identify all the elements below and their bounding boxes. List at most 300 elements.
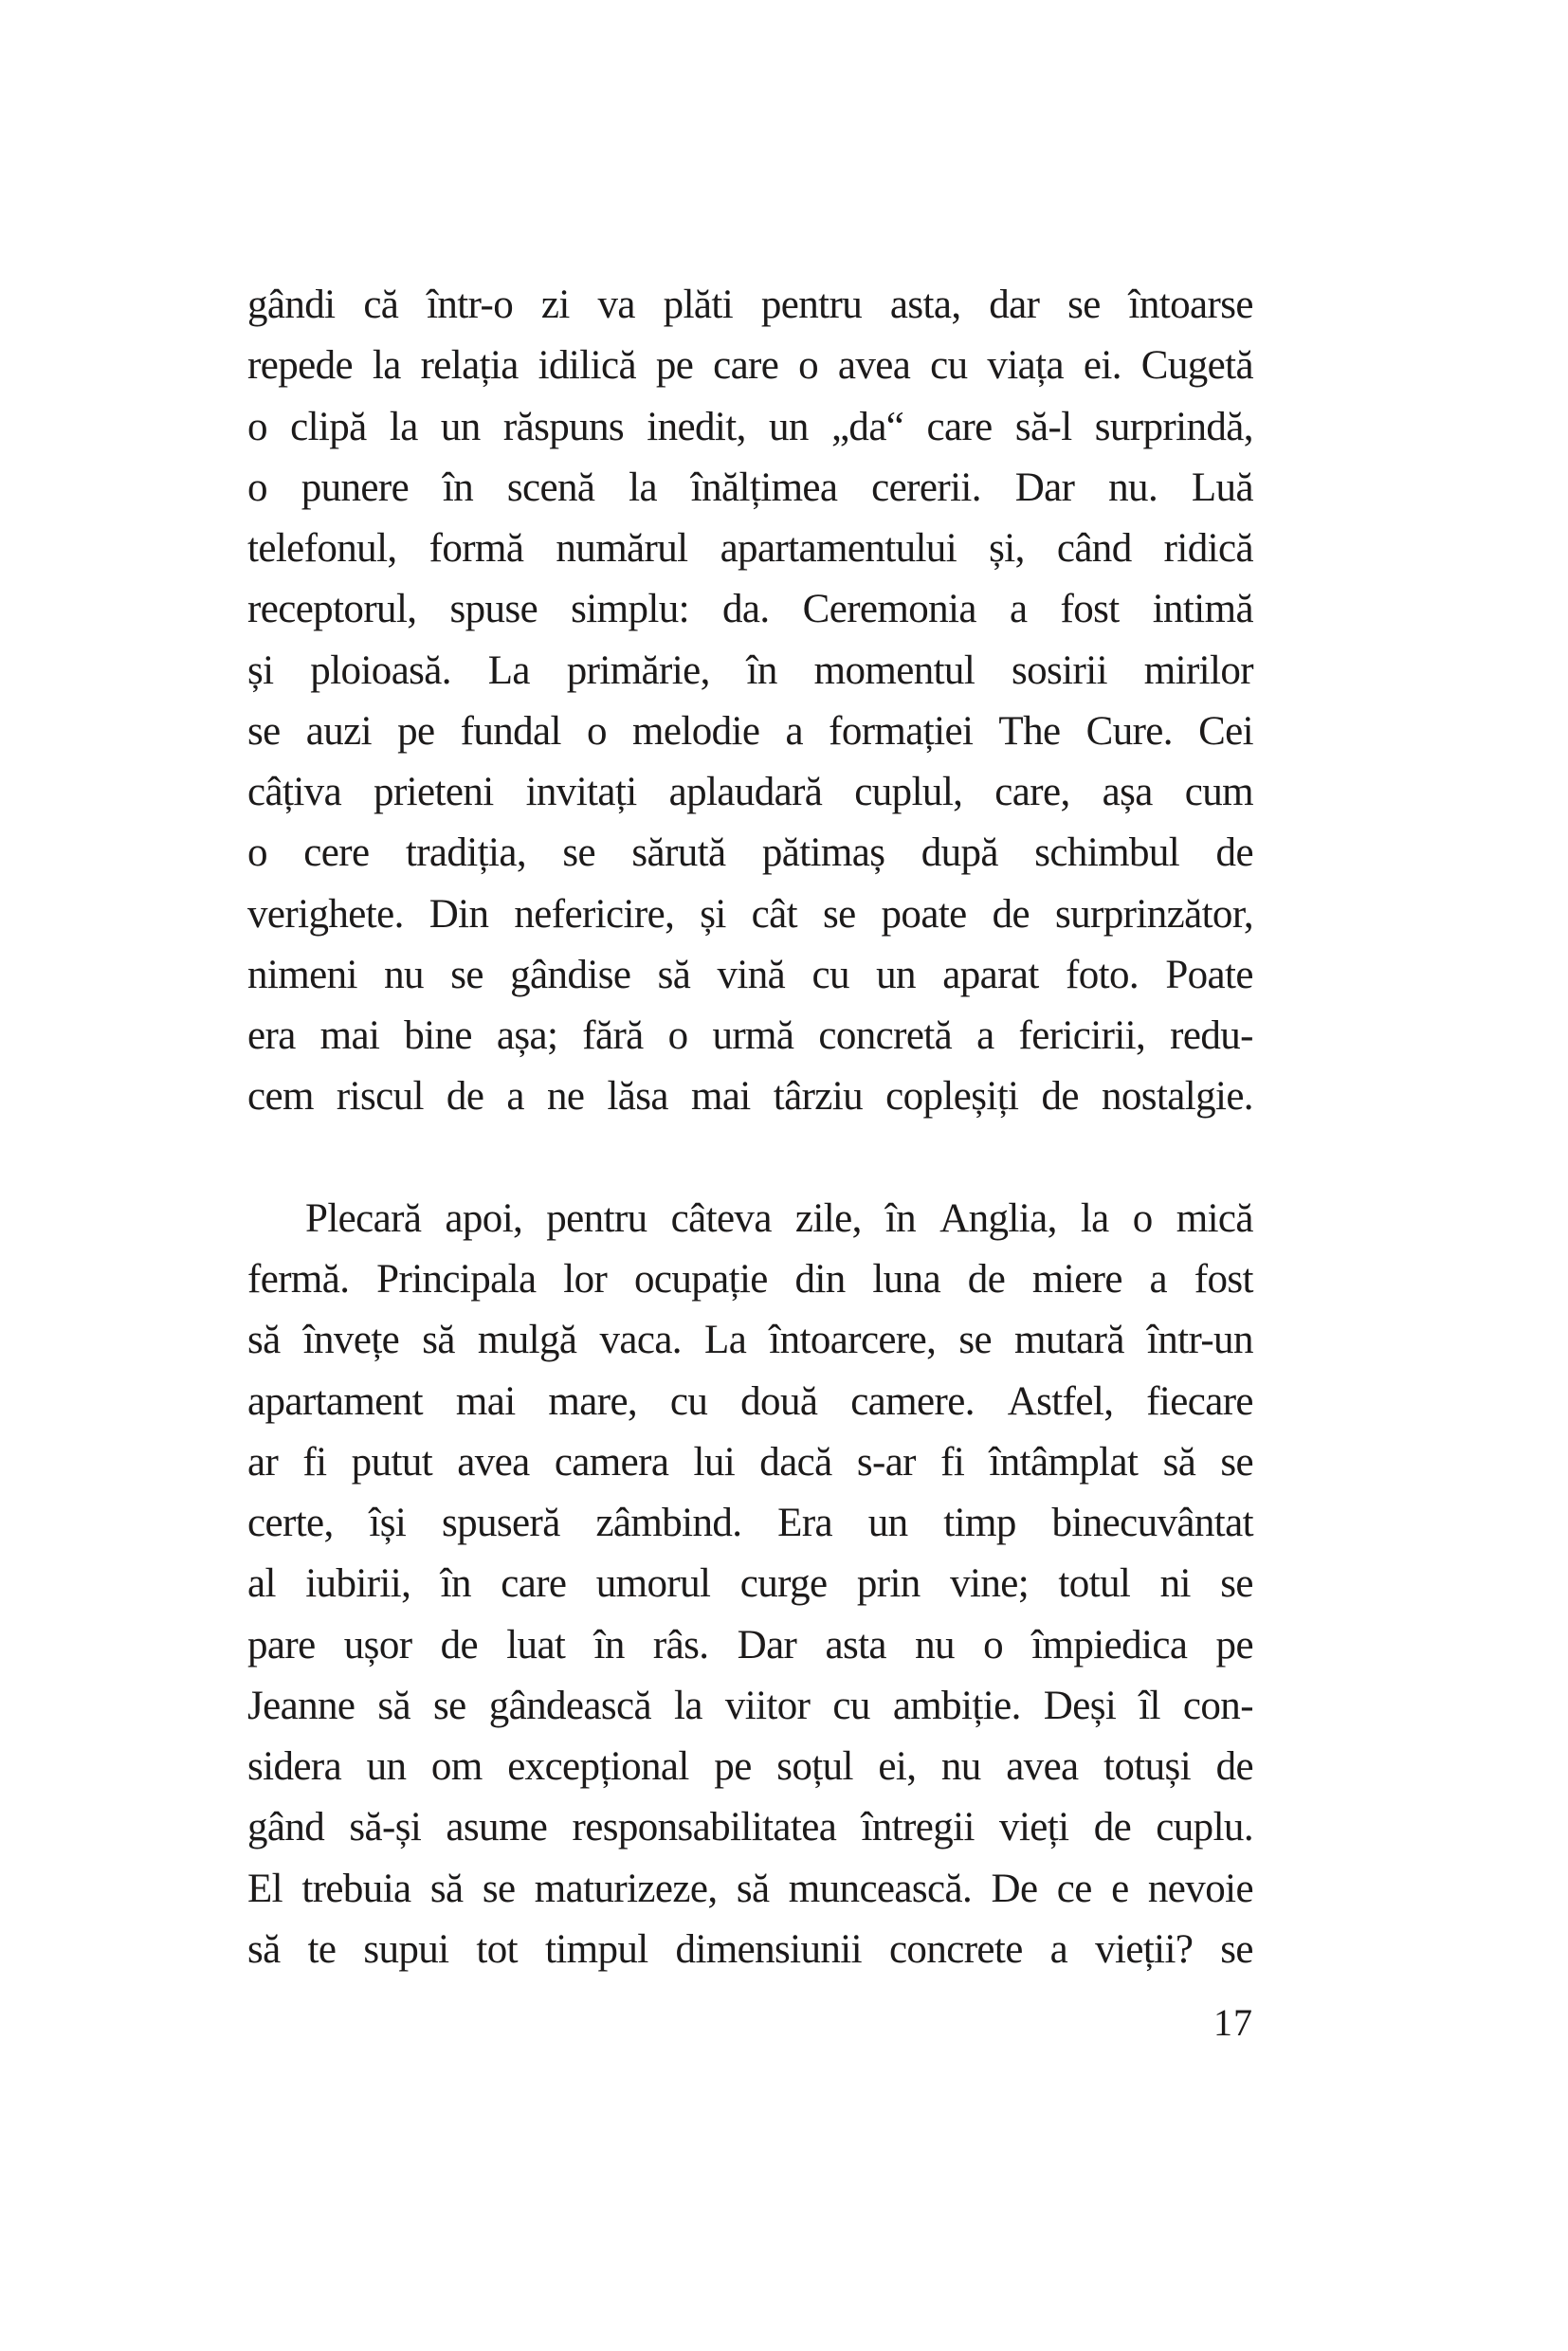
word: lăsa xyxy=(607,1074,668,1120)
word: avea xyxy=(457,1439,530,1485)
word: concrete xyxy=(888,1926,1023,1972)
word: să xyxy=(429,1866,464,1911)
word: idilică xyxy=(538,343,636,389)
word: și, xyxy=(989,526,1025,571)
word: Dar xyxy=(737,1622,797,1668)
word: pe xyxy=(1215,1622,1253,1668)
word: nu. xyxy=(1108,465,1158,510)
word: cu xyxy=(811,952,849,997)
word: trebuia xyxy=(301,1866,411,1911)
word: surprinzător, xyxy=(1054,891,1253,937)
text-line xyxy=(247,1249,1253,1310)
word: cuplu. xyxy=(1156,1805,1253,1850)
word: ușor xyxy=(343,1622,412,1668)
word: împiedica xyxy=(1031,1622,1188,1668)
word: a xyxy=(785,708,803,754)
word: „da“ xyxy=(830,404,904,449)
word: o xyxy=(247,465,267,510)
text-line xyxy=(247,1189,1253,1249)
word: mare, xyxy=(548,1378,638,1424)
word: foto. xyxy=(1066,952,1140,997)
word: Astfel, xyxy=(1007,1378,1114,1424)
word: se xyxy=(433,1683,466,1728)
word: în xyxy=(442,465,474,510)
word: a xyxy=(976,1013,994,1058)
word: cât xyxy=(751,891,797,937)
text-line xyxy=(247,702,1253,762)
word: în xyxy=(593,1622,625,1668)
word: plăti xyxy=(663,282,734,327)
word: mutară xyxy=(1014,1318,1124,1363)
word: Poate xyxy=(1165,952,1253,997)
word: într-o xyxy=(427,282,514,327)
word: la xyxy=(389,404,418,449)
word: să xyxy=(247,1926,281,1972)
word: La xyxy=(487,647,530,693)
word: zi xyxy=(540,282,570,327)
word: fost xyxy=(1060,587,1120,632)
word: asta, xyxy=(889,282,961,327)
word: dimensiunii xyxy=(675,1926,863,1972)
word: ar xyxy=(247,1439,279,1485)
word: Luă xyxy=(1191,465,1253,510)
word: curge xyxy=(739,1561,828,1607)
word: Era xyxy=(777,1501,833,1545)
word: de xyxy=(992,891,1030,937)
word: din xyxy=(794,1257,846,1302)
word: repede xyxy=(247,343,353,389)
word: riscul xyxy=(336,1074,424,1120)
word: concretă xyxy=(818,1013,953,1058)
word: de xyxy=(1093,1805,1132,1850)
word: la xyxy=(1080,1195,1109,1241)
word: relația xyxy=(420,343,519,389)
word: ocupație xyxy=(633,1257,768,1302)
word: fundal xyxy=(460,708,561,754)
word: mai xyxy=(690,1074,751,1120)
word: responsabilitatea xyxy=(572,1805,837,1850)
word: gând xyxy=(247,1805,325,1850)
word: întoarcere, xyxy=(769,1318,937,1363)
word: nu xyxy=(384,952,424,997)
word: De xyxy=(991,1866,1038,1911)
word: fericirii, xyxy=(1018,1013,1146,1058)
word: asume xyxy=(446,1805,548,1850)
word: înălțimea xyxy=(690,465,838,510)
word: să xyxy=(736,1866,770,1911)
word: vină xyxy=(717,952,786,997)
text-line xyxy=(247,1066,1253,1127)
word: fi xyxy=(940,1439,965,1485)
word: soțul xyxy=(776,1744,853,1789)
word: dar xyxy=(989,282,1040,327)
word: excepțional xyxy=(507,1744,689,1789)
word: spuse xyxy=(449,587,538,632)
word: de xyxy=(1041,1074,1079,1120)
text-line xyxy=(247,519,1253,579)
word: e xyxy=(1111,1866,1129,1911)
word: camera xyxy=(554,1439,669,1485)
word: învețe xyxy=(302,1318,400,1363)
word: într-un xyxy=(1146,1318,1253,1363)
word: o xyxy=(247,404,267,449)
text-line xyxy=(247,823,1253,884)
word: timp xyxy=(943,1501,1016,1545)
word: ne xyxy=(546,1074,585,1120)
word: ridică xyxy=(1163,526,1253,571)
word: binecuvântat xyxy=(1051,1501,1253,1545)
word: o xyxy=(587,708,607,754)
word: ce xyxy=(1056,1866,1092,1911)
body-text xyxy=(247,275,1253,1980)
word: pentru xyxy=(760,282,863,327)
word: de xyxy=(1215,1744,1253,1789)
word: îl xyxy=(1139,1683,1160,1728)
text-line xyxy=(247,336,1253,396)
word: cere xyxy=(303,830,370,876)
word: va xyxy=(597,282,635,327)
word: asta xyxy=(825,1622,886,1668)
word: formă xyxy=(428,526,524,571)
word: mică xyxy=(1176,1195,1253,1241)
word: intimă xyxy=(1152,587,1253,632)
word: melodie xyxy=(632,708,760,754)
word: vieții? xyxy=(1095,1926,1194,1972)
word: nu xyxy=(940,1744,981,1789)
word: apoi, xyxy=(445,1195,523,1241)
word: lui xyxy=(693,1439,736,1485)
word: nu xyxy=(915,1622,955,1668)
word: se xyxy=(1220,1561,1253,1607)
text-line xyxy=(247,884,1253,945)
word: întoarse xyxy=(1128,282,1253,327)
word: a xyxy=(1149,1257,1168,1302)
word: să-l xyxy=(1014,404,1072,449)
word: totuși xyxy=(1103,1744,1192,1789)
word: pentru xyxy=(546,1195,647,1241)
word: fost xyxy=(1194,1257,1253,1302)
word: gândească xyxy=(488,1683,651,1728)
word: sidera xyxy=(247,1744,342,1789)
word: viitor xyxy=(724,1683,811,1728)
word: zile, xyxy=(794,1195,862,1241)
word: bine xyxy=(404,1013,472,1058)
word: cu xyxy=(669,1378,708,1424)
word: timpul xyxy=(544,1926,648,1972)
word: pe xyxy=(397,708,435,754)
word: prieteni xyxy=(374,770,494,814)
word: se xyxy=(1220,1926,1253,1972)
word: certe, xyxy=(247,1501,334,1545)
word: prin xyxy=(856,1561,921,1607)
word: vaca. xyxy=(599,1318,682,1363)
word: putut xyxy=(351,1439,433,1485)
word: luat xyxy=(506,1622,566,1668)
word: gândi xyxy=(247,282,336,327)
text-line xyxy=(247,1676,1253,1737)
word: așa xyxy=(1102,770,1153,814)
word: iubirii, xyxy=(305,1561,411,1607)
word: în xyxy=(440,1561,471,1607)
word: Principala xyxy=(376,1257,537,1302)
word: receptorul, xyxy=(247,587,417,632)
text-line xyxy=(247,762,1253,823)
word: totul xyxy=(1058,1561,1131,1607)
word: El xyxy=(247,1866,283,1911)
word: tot xyxy=(476,1926,519,1972)
word: verighete. xyxy=(247,891,404,937)
word: se xyxy=(958,1318,992,1363)
word: fiecare xyxy=(1146,1378,1253,1424)
word: să xyxy=(247,1318,281,1363)
word: al xyxy=(247,1561,276,1607)
word: o xyxy=(983,1622,1004,1668)
word: Jeanne xyxy=(247,1683,356,1728)
word: câteva xyxy=(670,1195,772,1241)
page-number: 17 xyxy=(1213,2001,1253,2044)
word: o xyxy=(247,830,267,876)
text-line xyxy=(247,579,1253,640)
word: cu xyxy=(832,1683,870,1728)
word: La xyxy=(704,1318,747,1363)
text-line xyxy=(247,641,1253,702)
word: aparat xyxy=(942,952,1039,997)
text-line xyxy=(247,458,1253,519)
word: muncească. xyxy=(788,1866,973,1911)
word: la xyxy=(673,1683,702,1728)
word: sărută xyxy=(631,830,726,876)
word: nimeni xyxy=(247,952,357,997)
text-line xyxy=(247,1615,1253,1676)
word: când xyxy=(1056,526,1132,571)
word: maturizeze, xyxy=(534,1866,718,1911)
word: o xyxy=(1132,1195,1153,1241)
word: un xyxy=(366,1744,407,1789)
word: vieți xyxy=(999,1805,1069,1850)
text-line xyxy=(247,1372,1253,1432)
word: dacă xyxy=(759,1439,832,1485)
word: un xyxy=(867,1501,908,1545)
text-line xyxy=(247,1310,1253,1371)
word: mulgă xyxy=(477,1318,577,1363)
word: își xyxy=(369,1501,407,1545)
word: schimbul xyxy=(1034,830,1180,876)
paragraph-2 xyxy=(247,1189,1253,1980)
word: miere xyxy=(1031,1257,1122,1302)
word: cem xyxy=(247,1074,314,1120)
word: numărul xyxy=(556,526,688,571)
word: copleșiți xyxy=(885,1074,1019,1120)
word: întâmplat xyxy=(989,1439,1139,1485)
text-line xyxy=(247,1554,1253,1614)
word: The xyxy=(998,708,1061,754)
word: de xyxy=(440,1622,479,1668)
word: care xyxy=(501,1561,567,1607)
word: se xyxy=(822,891,856,937)
word: nefericire, xyxy=(514,891,675,937)
word: fără xyxy=(582,1013,644,1058)
word: lor xyxy=(563,1257,608,1302)
word: apartamentului xyxy=(720,526,957,571)
word: pătimaș xyxy=(761,830,885,876)
word: un xyxy=(440,404,481,449)
word: pe xyxy=(714,1744,752,1789)
word: se xyxy=(247,708,281,754)
word: să xyxy=(1162,1439,1196,1485)
word: mirilor xyxy=(1143,647,1253,693)
word: a xyxy=(1049,1926,1068,1972)
word: te xyxy=(307,1926,337,1972)
word: vine; xyxy=(950,1561,1030,1607)
word: și xyxy=(700,891,726,937)
word: scenă xyxy=(506,465,595,510)
word: Deși xyxy=(1043,1683,1117,1728)
word: după xyxy=(921,830,998,876)
text-line xyxy=(247,1006,1253,1066)
word: de xyxy=(446,1074,484,1120)
word: a xyxy=(1009,587,1028,632)
word: sosirii xyxy=(1012,647,1107,693)
word: pe xyxy=(655,343,694,389)
word: o xyxy=(667,1013,688,1058)
word: Cei xyxy=(1198,708,1253,754)
word: Cugetă xyxy=(1140,343,1253,389)
word: în xyxy=(746,647,777,693)
word: redu- xyxy=(1170,1013,1253,1058)
word: camere. xyxy=(850,1378,975,1424)
word: aplaudară xyxy=(668,770,823,814)
word: invitați xyxy=(525,770,637,814)
word: poate xyxy=(881,891,967,937)
word: două xyxy=(740,1378,818,1424)
word: auzi xyxy=(305,708,372,754)
word: telefonul, xyxy=(247,526,397,571)
text-line xyxy=(247,945,1253,1006)
word: urmă xyxy=(712,1013,794,1058)
word: ei. xyxy=(1083,343,1121,389)
word: om xyxy=(430,1744,483,1789)
word: de xyxy=(1215,830,1253,876)
word: de xyxy=(967,1257,1006,1302)
word: se xyxy=(562,830,595,876)
word: care, xyxy=(994,770,1070,814)
text-line xyxy=(247,1493,1253,1554)
word: se xyxy=(450,952,483,997)
word: care xyxy=(713,343,779,389)
word: un xyxy=(876,952,916,997)
word: care xyxy=(926,404,993,449)
text-line xyxy=(247,275,1253,336)
word: Din xyxy=(428,891,489,937)
word: luna xyxy=(872,1257,941,1302)
word: Anglia, xyxy=(939,1195,1057,1241)
word: momentul xyxy=(813,647,975,693)
word: nevoie xyxy=(1147,1866,1253,1911)
word: nostalgie. xyxy=(1101,1074,1253,1120)
word: târziu xyxy=(773,1074,864,1120)
word: cererii. xyxy=(871,465,981,510)
word: apartament xyxy=(247,1378,424,1424)
word: a xyxy=(506,1074,524,1120)
word: cuplul, xyxy=(854,770,963,814)
word: se xyxy=(1067,282,1101,327)
text-line xyxy=(247,397,1253,458)
word: punere xyxy=(301,465,410,510)
word: viața xyxy=(987,343,1064,389)
word: fi xyxy=(302,1439,327,1485)
word: așa; xyxy=(496,1013,558,1058)
word: ploioasă. xyxy=(310,647,451,693)
word: gândise xyxy=(510,952,631,997)
word: ambiție. xyxy=(892,1683,1021,1728)
paragraph-1 xyxy=(247,275,1253,1128)
text-line xyxy=(247,1797,1253,1858)
word: da. xyxy=(722,587,770,632)
word: la xyxy=(629,465,658,510)
word: în xyxy=(884,1195,917,1241)
word: râs. xyxy=(652,1622,709,1668)
word: Cure. xyxy=(1085,708,1173,754)
word: ei, xyxy=(878,1744,917,1789)
word: con- xyxy=(1182,1683,1253,1728)
word: inedit, xyxy=(647,404,746,449)
word: și xyxy=(247,647,274,693)
word: avea xyxy=(837,343,911,389)
text-line xyxy=(247,1737,1253,1797)
word: la xyxy=(372,343,401,389)
word: se xyxy=(1220,1439,1253,1485)
word: zâmbind. xyxy=(595,1501,742,1545)
word: supui xyxy=(363,1926,449,1972)
word: cum xyxy=(1184,770,1253,814)
word: o xyxy=(798,343,819,389)
text-line xyxy=(247,1432,1253,1493)
word: să xyxy=(657,952,691,997)
word: Plecară xyxy=(305,1195,422,1241)
word: umorul xyxy=(595,1561,711,1607)
word: să xyxy=(422,1318,455,1363)
word: să-și xyxy=(349,1805,422,1850)
text-line xyxy=(247,1920,1253,1980)
word: era xyxy=(247,1013,296,1058)
word: se xyxy=(482,1866,516,1911)
word: formației xyxy=(829,708,974,754)
word: Ceremonia xyxy=(802,587,976,632)
word: cu xyxy=(930,343,968,389)
word: simplu: xyxy=(571,587,689,632)
word: primărie, xyxy=(566,647,710,693)
word: că xyxy=(363,282,399,327)
word: întregii xyxy=(861,1805,975,1850)
word: mai xyxy=(455,1378,516,1424)
word: ni xyxy=(1159,1561,1191,1607)
word: avea xyxy=(1006,1744,1079,1789)
word: spuseră xyxy=(441,1501,560,1545)
word: să xyxy=(377,1683,411,1728)
word: s-ar xyxy=(856,1439,916,1485)
word: un xyxy=(768,404,809,449)
word: pare xyxy=(247,1622,316,1668)
word: clipă xyxy=(290,404,367,449)
word: fermă. xyxy=(247,1257,350,1302)
word: surprindă, xyxy=(1094,404,1253,449)
word: mai xyxy=(319,1013,380,1058)
text-line xyxy=(247,1859,1253,1920)
word: câțiva xyxy=(247,770,342,814)
word: Dar xyxy=(1014,465,1075,510)
word: răspuns xyxy=(502,404,625,449)
word: tradiția, xyxy=(405,830,526,876)
